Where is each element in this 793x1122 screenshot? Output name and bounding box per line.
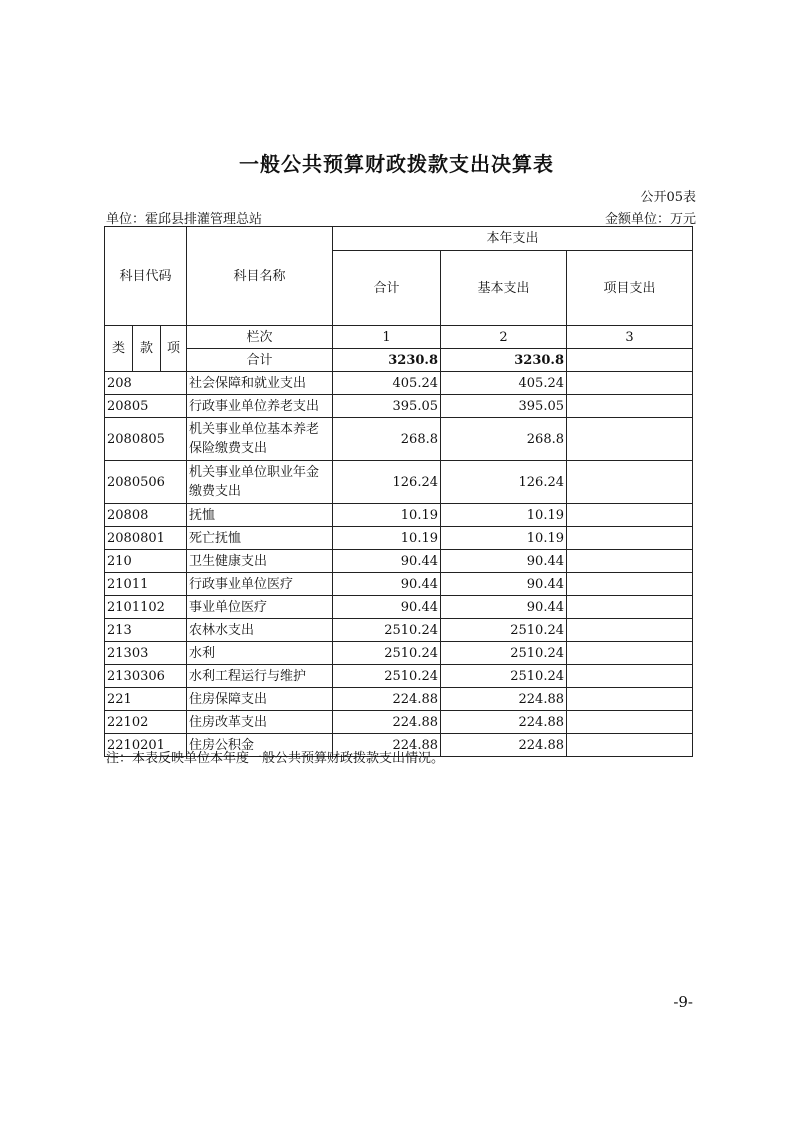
row-project [567, 665, 693, 688]
row-code: 2130306 [105, 665, 187, 688]
row-total: 90.44 [333, 550, 441, 573]
row-basic: 224.88 [441, 711, 567, 734]
table-row [105, 688, 693, 711]
row-project [567, 711, 693, 734]
row-basic: 10.19 [441, 504, 567, 527]
row-code: 20805 [105, 395, 187, 418]
row-name: 行政事业单位医疗 [187, 573, 333, 596]
row-project [567, 395, 693, 418]
row-total: 224.88 [333, 711, 441, 734]
row-total: 126.24 [333, 461, 441, 504]
row-project [567, 550, 693, 573]
row-basic: 90.44 [441, 573, 567, 596]
table-row [105, 711, 693, 734]
row-project [567, 504, 693, 527]
header-current-year: 本年支出 [333, 227, 693, 251]
row-total: 2510.24 [333, 642, 441, 665]
row-project [567, 418, 693, 461]
header-project: 项目支出 [567, 251, 693, 326]
budget-table [104, 226, 693, 757]
table-code: 公开05表 [640, 190, 696, 205]
row-name: 事业单位医疗 [187, 596, 333, 619]
row-project [567, 372, 693, 395]
row-code: 221 [105, 688, 187, 711]
table-row [105, 573, 693, 596]
header-col1: 1 [333, 326, 441, 349]
row-project [567, 461, 693, 504]
row-project [567, 596, 693, 619]
row-basic: 126.24 [441, 461, 567, 504]
row-name: 死亡抚恤 [187, 527, 333, 550]
header-class: 类 [105, 326, 133, 372]
row-project [567, 642, 693, 665]
row-total: 224.88 [333, 734, 441, 757]
row-code: 21011 [105, 573, 187, 596]
table-row [105, 461, 693, 504]
row-basic: 224.88 [441, 688, 567, 711]
row-basic: 90.44 [441, 550, 567, 573]
row-name: 卫生健康支出 [187, 550, 333, 573]
header-column-no: 栏次 [187, 326, 333, 349]
row-name: 抚恤 [187, 504, 333, 527]
header-total: 合计 [333, 251, 441, 326]
table-row [105, 619, 693, 642]
header-col2: 2 [441, 326, 567, 349]
row-code: 213 [105, 619, 187, 642]
row-name: 住房改革支出 [187, 711, 333, 734]
row-code: 2080805 [105, 418, 187, 461]
amount-unit-label: 金额单位：万元 [604, 212, 696, 227]
unit-label: 单位：霍邱县排灌管理总站 [106, 212, 263, 227]
row-basic: 268.8 [441, 418, 567, 461]
row-code: 20808 [105, 504, 187, 527]
row-total: 268.8 [333, 418, 441, 461]
row-name: 住房公积金 [187, 734, 333, 757]
row-code: 2080801 [105, 527, 187, 550]
row-code: 210 [105, 550, 187, 573]
row-total: 2510.24 [333, 619, 441, 642]
page-number: -9- [673, 993, 693, 1011]
row-name: 机关事业单位基本养老保险缴费支出 [187, 418, 333, 461]
table-row [105, 395, 693, 418]
row-total: 2510.24 [333, 665, 441, 688]
table-row [105, 642, 693, 665]
row-basic: 2510.24 [441, 619, 567, 642]
row-code: 22102 [105, 711, 187, 734]
table-row [105, 418, 693, 461]
row-total: 395.05 [333, 395, 441, 418]
header-section: 款 [133, 326, 161, 372]
row-total: 405.24 [333, 372, 441, 395]
header-basic: 基本支出 [441, 251, 567, 326]
header-col3: 3 [567, 326, 693, 349]
row-project [567, 527, 693, 550]
page-title: 一般公共预算财政拨款支出决算表 [239, 152, 554, 176]
row-code: 21303 [105, 642, 187, 665]
row-project [567, 734, 693, 757]
total-row-label: 合计 [187, 349, 333, 372]
row-code: 2080506 [105, 461, 187, 504]
row-total: 10.19 [333, 504, 441, 527]
header-subject-name: 科目名称 [187, 227, 333, 326]
table-row [105, 527, 693, 550]
footnote: 注：本表反映单位本年度一般公共预算财政拨款支出情况。 [106, 751, 445, 766]
row-code: 208 [105, 372, 187, 395]
table-row [105, 665, 693, 688]
table-row [105, 504, 693, 527]
row-basic: 10.19 [441, 527, 567, 550]
row-project [567, 573, 693, 596]
table-row [105, 550, 693, 573]
table-row [105, 372, 693, 395]
row-total: 90.44 [333, 573, 441, 596]
total-row-basic: 3230.8 [441, 349, 567, 372]
row-code: 2210201 [105, 734, 187, 757]
table-row [105, 596, 693, 619]
row-name: 农林水支出 [187, 619, 333, 642]
row-basic: 2510.24 [441, 642, 567, 665]
row-basic: 395.05 [441, 395, 567, 418]
row-basic: 2510.24 [441, 665, 567, 688]
row-total: 224.88 [333, 688, 441, 711]
row-total: 10.19 [333, 527, 441, 550]
total-row-project [567, 349, 693, 372]
total-row-total: 3230.8 [333, 349, 441, 372]
row-name: 机关事业单位职业年金缴费支出 [187, 461, 333, 504]
row-name: 水利 [187, 642, 333, 665]
row-project [567, 619, 693, 642]
row-name: 住房保障支出 [187, 688, 333, 711]
row-total: 90.44 [333, 596, 441, 619]
row-code: 2101102 [105, 596, 187, 619]
row-name: 社会保障和就业支出 [187, 372, 333, 395]
header-item: 项 [161, 326, 187, 372]
row-name: 行政事业单位养老支出 [187, 395, 333, 418]
header-subject-code: 科目代码 [105, 227, 187, 326]
row-basic: 90.44 [441, 596, 567, 619]
row-name: 水利工程运行与维护 [187, 665, 333, 688]
row-basic: 405.24 [441, 372, 567, 395]
row-basic: 224.88 [441, 734, 567, 757]
row-project [567, 688, 693, 711]
